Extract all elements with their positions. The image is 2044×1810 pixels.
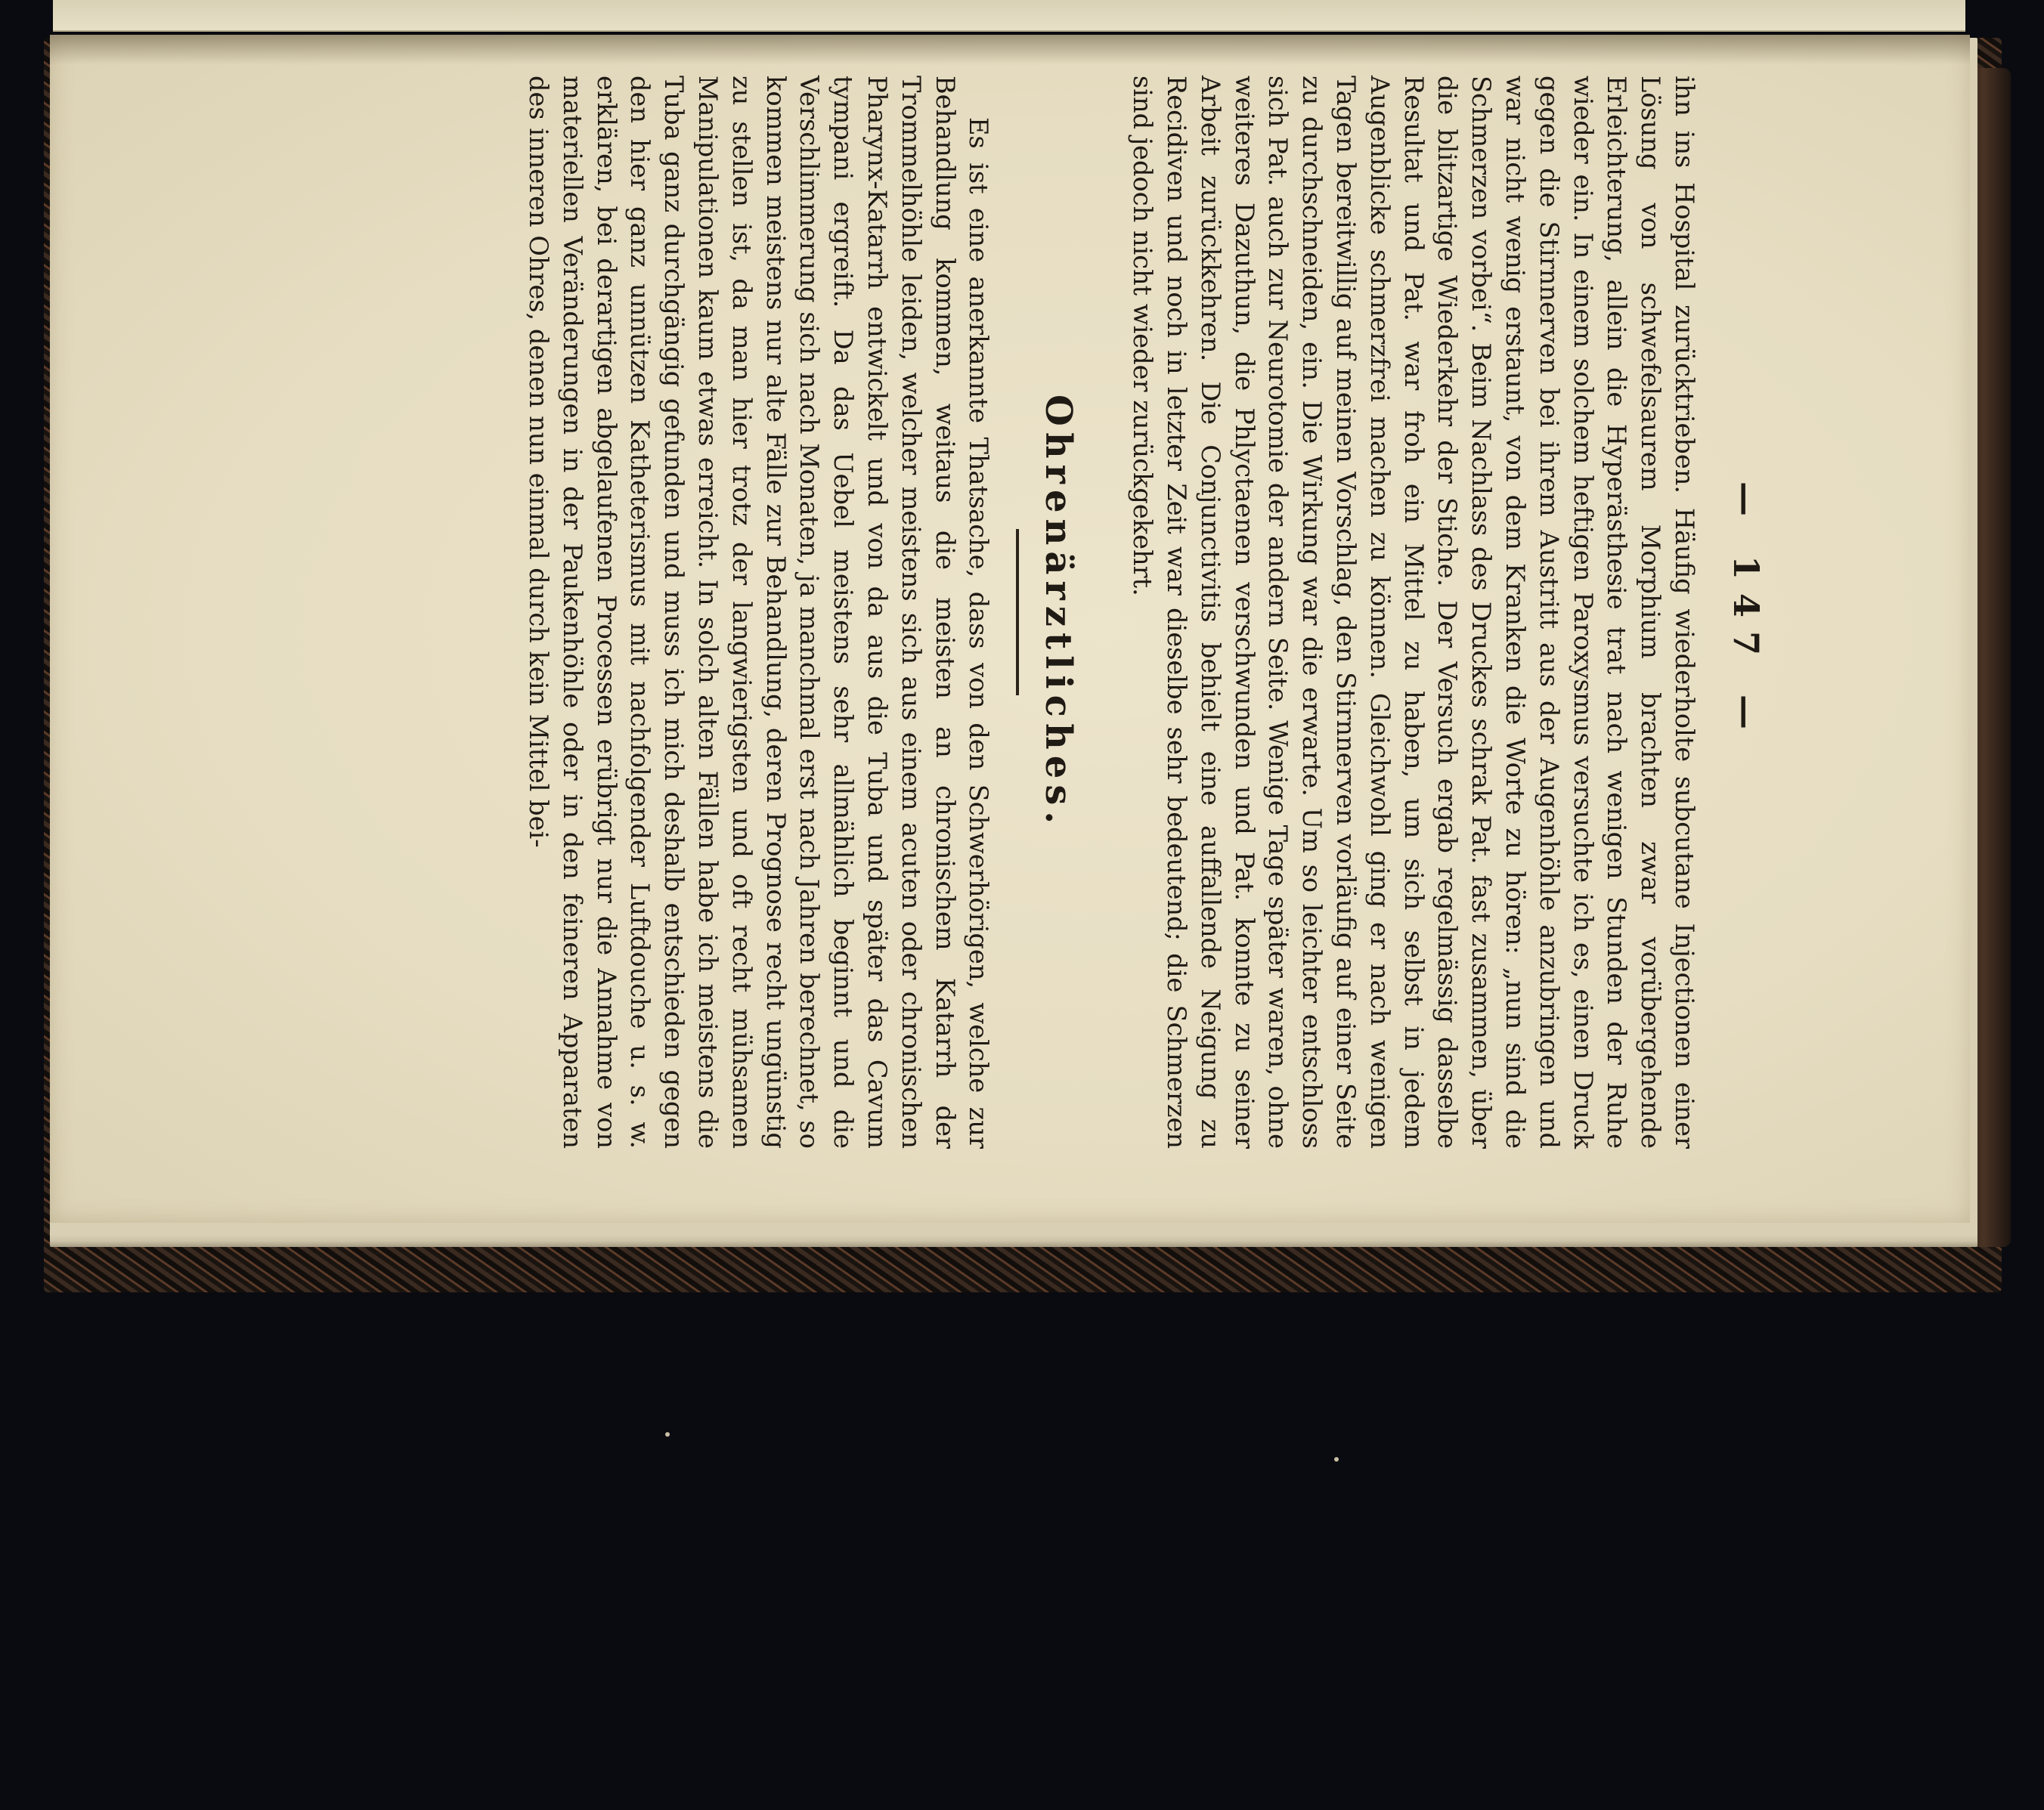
heading-rule bbox=[1016, 529, 1019, 695]
dust-speck bbox=[665, 1432, 670, 1437]
page-text-block bbox=[521, 76, 1769, 1149]
paragraph-section: Es ist eine anerkannte Thatsache, dass von den Schwerhörigen, welche zur Behandlung kommen, weitaus die meisten an chronischem Katarrh der Trommelhöhle leiden, welcher meistens sich aus einem acuten oder chronischen Pharynx-Katarrh entwickelt und von da aus die Tuba und später das Cavum tympani ergreift. Da das Uebel meistens sehr allmählich beginnt und die Verschlimmerung sich nach Monaten, ja manchmal erst nach Jahren berechnet, so kommen meistens nur alte Fälle zur Behandlung, deren Prognose recht ungünstig zu stellen ist, da man hier trotz der langwierigsten und oft recht mühsamen Manipulationen kaum etwas erreicht. In solch alten Fällen habe ich meistens die Tuba ganz durchgängig gefunden und muss ich mich deshalb entschieden gegen den hier ganz unnützen Katheterismus mit nachfolgender Luftdouche u. s. w. erklären, bei derartigen abgelaufenen Processen erübrigt nur die Annahme von materiellen Veränderungen in der Paukenhöhle oder in den feineren Apparaten des inneren Ohres, denen nun einmal durch kein Mittel bei- bbox=[524, 76, 994, 1149]
gutter-shadow bbox=[50, 35, 1970, 65]
section-heading: Ohrenärztliches. bbox=[1037, 394, 1080, 831]
facing-page-edge bbox=[53, 0, 1965, 32]
dust-speck bbox=[1334, 1457, 1339, 1462]
page-number: — 147 — bbox=[1726, 481, 1767, 744]
paragraph-continued: ihn ins Hospital zurücktrieben. Häufig wiederholte subcutane Injectionen einer Lösung von schwefelsaurem Morphium brachten zwar vorübergehende Erleichterung, allein die Hyperästhesie trat nach wenigen Stunden der Ruhe wieder ein. In einem solchem heftigen Paroxysmus versuchte ich es, einen Druck gegen die Stirnnerven bei ihrem Austritt aus der Augenhöhle anzubringen und war nicht wenig erstaunt, von dem Kranken die Worte zu hören: „nun sind die Schmerzen vorbei“. Beim Nachlass des Druckes schrak Pat. fast zusammen, über die blitzartige Wiederkehr der Stiche. Der Versuch ergab regelmässig dasselbe Resultat und Pat. war froh ein Mittel zu haben, um sich selbst in jedem Augenblicke schmerzfrei machen zu können. Gleichwohl ging er nach wenigen Tagen bereitwillig auf meinen Vorschlag, den Stirnnerven vorläufig auf einer Seite zu durchschneiden, ein. Die Wirkung war die erwarte. Um so leichter entschloss sich Pat. auch zur Neurotomie der andern Seite. Wenige Tage später waren, ohne weiteres Dazuthun, die Phlyctaenen verschwunden und Pat. konnte zu seiner Arbeit zurückkehren. Die Conjunctivitis behielt eine auffallende Neigung zu Recidiven und noch in letzter Zeit war dieselbe sehr bedeutend; die Schmerzen sind jedoch nicht wieder zurückgekehrt. bbox=[1128, 76, 1699, 1149]
